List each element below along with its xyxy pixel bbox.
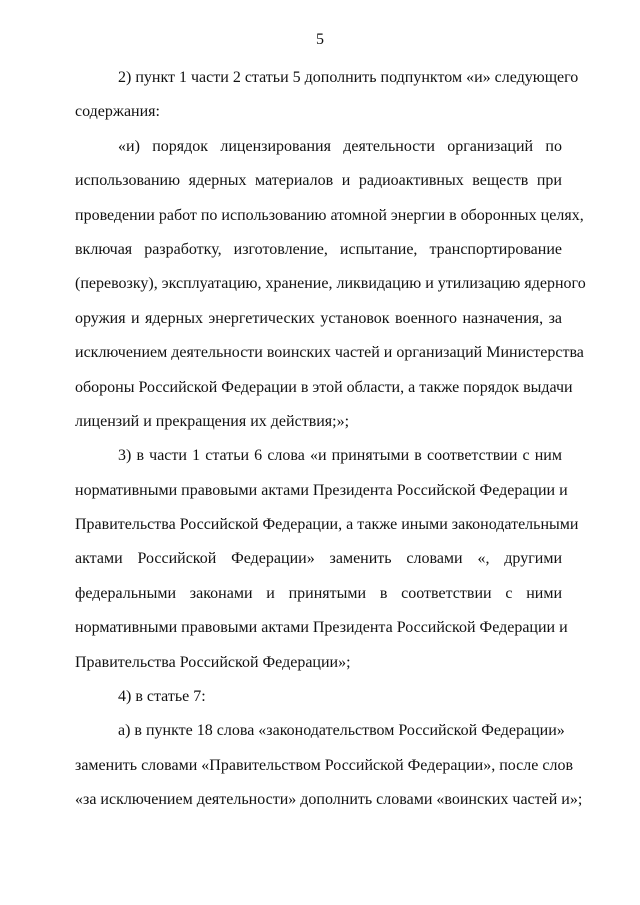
text-line: федеральными законами и принятыми в соответствии с ними (75, 584, 562, 602)
text-line: актами Российской Федерации» заменить словами «, другими (75, 550, 562, 568)
text-line: Правительства Российской Федерации, а также иными законодательными (75, 516, 579, 534)
text-line: обороны Российской Федерации в этой области, а также порядок выдачи (75, 378, 573, 396)
text-line: исключением деятельности воинских частей и организаций Министерства (75, 344, 584, 362)
text-line: заменить словами «Правительством Российской Федерации», после слов (75, 756, 573, 774)
text-line: а) в пункте 18 слова «законодательством Российской Федерации» (118, 722, 565, 740)
text-line: 2) пункт 1 части 2 статьи 5 дополнить подпунктом «и» следующего (118, 69, 579, 86)
text-line: 4) в статье 7: (118, 688, 206, 706)
text-line: включая разработку, изготовление, испытание, транспортирование (75, 240, 562, 258)
text-line: оружия и ядерных энергетических установок военного назначения, за (75, 309, 562, 327)
text-line: (перевозку), эксплуатацию, хранение, ликвидацию и утилизацию ядерного (75, 275, 586, 293)
text-line: нормативными правовыми актами Президента Российской Федерации и (75, 619, 568, 637)
text-line: 3) в части 1 статьи 6 слова «и принятыми в соответствии с ним (118, 447, 562, 465)
text-line: проведении работ по использованию атомной энергии в оборонных целях, (75, 206, 584, 224)
text-line: «и) порядок лицензирования деятельности организаций по (118, 137, 562, 155)
text-line: Правительства Российской Федерации»; (75, 653, 351, 671)
text-line: лицензий и прекращения их действия;»; (75, 412, 350, 430)
text-line: нормативными правовыми актами Президента Российской Федерации и (75, 481, 568, 499)
text-line: содержания: (75, 103, 160, 121)
text-line: использованию ядерных материалов и радиоактивных веществ при (75, 172, 562, 190)
text-line: «за исключением деятельности» дополнить словами «воинских частей и»; (75, 791, 583, 809)
document-body (75, 66, 586, 823)
page-number: 5 (316, 31, 324, 48)
